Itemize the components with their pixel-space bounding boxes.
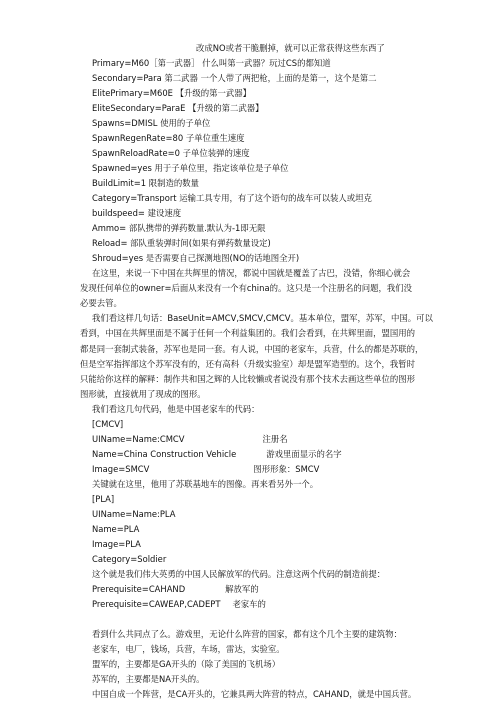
text-line: Ammo= 部队携带的弹药数量.默认为-1即无限 (92, 223, 266, 234)
text-line: 看到什么共同点了么。游戏里，无论什么阵营的国家，都有这个几个主要的建筑物： (92, 628, 402, 639)
text-line: 我们看这样几句话：BaseUnit=AMCV,SMCV,CMCV。基本单位，盟军，苏军，中国。可以 (92, 313, 433, 324)
text-line: 必要去管。 (80, 298, 122, 309)
text-line: 关键就在这里，他用了苏联基地车的图像。再来看另外一个。 (92, 478, 319, 489)
text-line: SpawnRegenRate=80 子单位重生速度 (92, 133, 245, 144)
text-line: 在这里，来说一下中国在共辉里的情况，都说中国就是覆盖了古巴，没错，你细心就会 (92, 268, 411, 279)
text-line: Primary=M60［第一武器］ 什么叫第一武器？玩过CS的都知道 (92, 58, 331, 68)
text-line: Secondary=Para 第二武器 一个人带了两把枪，上面的是第一，这个是第二 (92, 73, 377, 83)
text-line: buildspeed= 建设速度 (92, 208, 182, 219)
text-line: BuildLimit=1 限制造的数量 (92, 178, 200, 189)
text-line: 改成NO或者干脆删掉，就可以正常获得这些东西了 (196, 43, 385, 53)
code-key: Name=China Construction Vehicle (92, 448, 237, 459)
text-line: ElitePrimary=M60E 【升级的第一武器】 (92, 88, 251, 99)
text-line: Category=Soldier (92, 553, 167, 564)
text-line: Shroud=yes 是否需要自己探测地图(NO的话地图全开) (92, 253, 300, 264)
text-line: 但是空军指挥部这个苏军没有的，还有高科（升级实验室）却是盟军造型的。这个，我暂时 (80, 358, 415, 369)
text-line: 中国自成一个阵营，是CA开头的，它兼具两大阵营的特点，CAHAND，就是中国兵营。 (92, 689, 417, 699)
text-line: Category=Transport 运输工具专用，有了这个语句的战车可以装人或坦克 (92, 193, 372, 204)
code-comment: 图形形象：SMCV (253, 463, 320, 474)
code-key: UIName=Name:CMCV (92, 433, 185, 444)
text-line: 都是同一套制式装备，苏军也是同一套。有人说，中国的老家车，兵营，什么的都是苏联的， (80, 343, 424, 354)
text-line: Name=PLA (92, 523, 140, 534)
text-line: 发现任何单位的owner=后面从来没有一个有china的。这只是一个注册名的问题，我们没 (80, 283, 412, 294)
code-key: Prerequisite=CAWEAP,CADEPT (92, 598, 221, 609)
text-line (92, 463, 319, 475)
code-comment: 游戏里面显示的名字 (266, 448, 342, 459)
text-line (92, 598, 266, 610)
text-line: Reload= 部队重装弹时间(如果有弹药数量设定) (92, 238, 271, 249)
text-line: 只能给你这样的解释：制作共和国之辉的人比较懒或者说没有那个技术去画这些单位的图形 (80, 373, 415, 384)
text-line: 盟军的，主要都是GA开头的（除了美国的飞机场） (92, 659, 281, 669)
text-line: SpawnReloadRate=0 子单位装弹的速度 (92, 148, 250, 159)
text-line: 看到，中国在共辉里面是不属于任何一个利益集团的。我们会看到，在共辉里面，盟国用的 (80, 328, 415, 339)
text-line: Image=PLA (92, 538, 141, 549)
text-line: 图形就，直接就用了现成的图形。 (80, 388, 206, 399)
text-line: [PLA] (92, 493, 115, 504)
text-line: [CMCV] (92, 418, 124, 429)
code-comment: 注册名 (262, 433, 288, 444)
text-line (92, 448, 342, 460)
code-key: Image=SMCV (92, 463, 150, 474)
code-comment: 解放军的 (225, 583, 259, 594)
text-line: EliteSecondary=ParaE 【升级的第二武器】 (92, 103, 264, 114)
text-line: UIName=Name:PLA (92, 508, 176, 519)
code-comment: 老家车的 (232, 598, 266, 609)
text-line: 老家车，电厂，钱场，兵营，车场，雷达，实验室。 (92, 643, 285, 654)
text-line: 苏军的，主要都是NA开头的。 (92, 674, 205, 684)
text-line: Spawns=DMISL 使用的子单位 (92, 118, 211, 129)
text-line: 这个就是我们伟大英勇的中国人民解放军的代码。注意这两个代码的制造前提： (92, 568, 386, 579)
text-line (92, 583, 259, 595)
text-line (92, 433, 288, 445)
text-line: Spawned=yes 用于子单位里，指定该单位是子单位 (92, 163, 289, 174)
text-line: 我们看这几句代码，他是中国老家车的代码： (92, 403, 260, 414)
code-key: Prerequisite=CAHAND (92, 583, 186, 594)
